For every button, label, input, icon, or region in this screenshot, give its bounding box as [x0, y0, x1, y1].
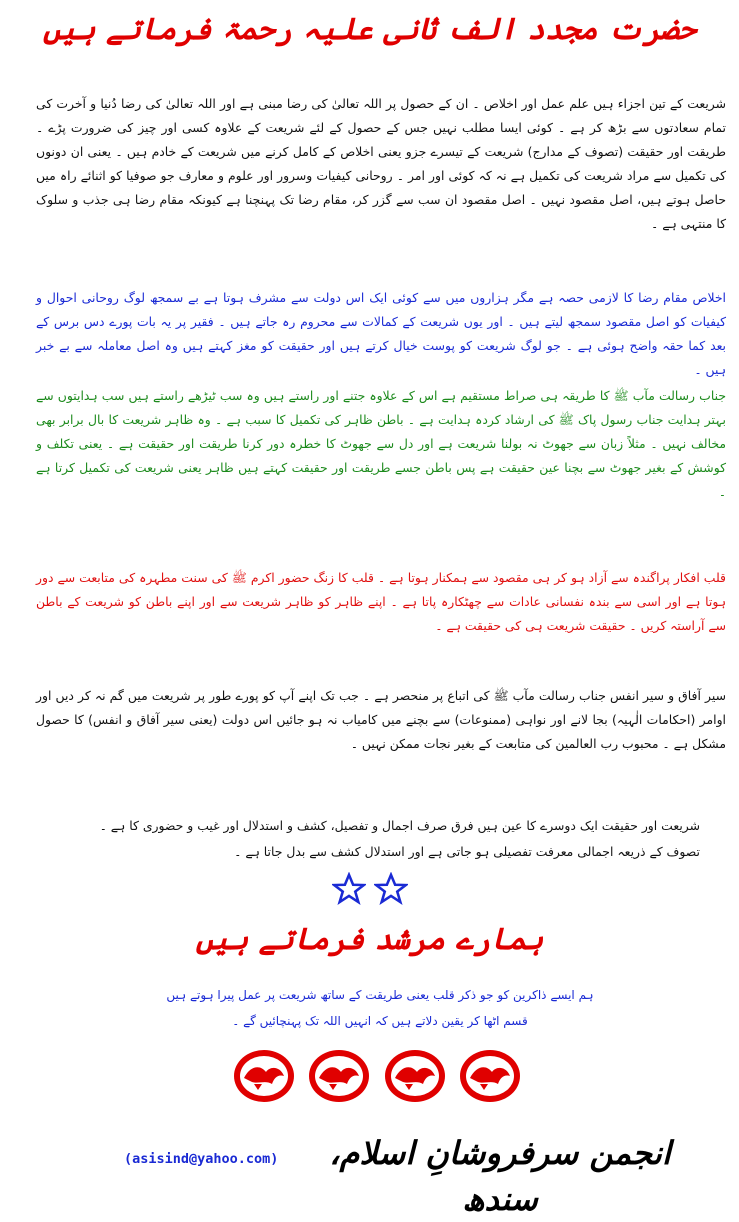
paragraph-shariat: شریعت کے تین اجزاء ہیں علم عمل اور اخلاص ۔ ان کے حصول پر اللہ تعالیٰ کی رضا مبنی ہے اور اللہ تعالیٰ کی رضا دُنیا و آخرت کی تمام سعادتوں سے بڑھ کر ہے ۔ کوئی ایسا مطلب نہیں جس کے حصول کے لئے شریعت کے علاوہ کسی اور چیز کی ضرورت پڑے ۔ طریقت اور حقیقت (تصوف کے مدارج) شریعت کے تیسرے جزو یعنی اخلاص کے کامل کرنے میں شریعت کے خادم ہیں ۔ یعنی ان دونوں کی تکمیل سے مراد شریعت کی تکمیل ہے نہ کہ کوئی اور امر ۔ روحانی کیفیات وسرور اور علوم و معارف جو صوفیا کو اثنائے راہ میں حاصل ہوتے ہیں، اصل مقصود نہیں ۔ اصل مقصود ان سب سے گزر کر، مقام رضا تک پہنچنا ہے کیونکہ مقام رضا ہی جذب و سلوک کا منتہی ہے ۔ [36, 96, 727, 231]
star-icon [374, 872, 408, 906]
paragraph-ain: شریعت اور حقیقت ایک دوسرے کا عین ہیں فرق صرف اجمال و تفصیل، کشف و استدلال اور غیب و حضوری کا ہے ۔ [99, 818, 700, 833]
murshid-saying-line-1: ہم ایسے ذاکرین کو جو ذکر قلب یعنی طریقت کے ساتھ شریعت پر عمل پیرا ہوتے ہیں [166, 988, 594, 1002]
organization-name: انجمن سرفروشانِ اسلام، سندھ [329, 1134, 671, 1218]
paragraph-qalb: قلب افکار پراگندہ سے آزاد ہو کر ہی مقصود سے ہمکنار ہوتا ہے ۔ قلب کا زنگ حضور اکرم ﷺ کی سنت مطہرہ کی متابعت سے دور ہوتا ہے اور اسی سے بندہ نفسانی عادات سے چھٹکارہ پاتا ہے ۔ اپنے ظاہر کو ظاہر شریعت سے اور اپنے باطن کو شریعت کے باطن سے آراستہ کریں ۔ حقیقت شریعت ہی کی حقیقت ہے ۔ [36, 570, 726, 633]
paragraph-tasawwuf: تصوف کے ذریعہ اجمالی معرفت تفصیلی ہو جاتی ہے اور استدلال کشف سے بدل جاتا ہے ۔ [234, 844, 700, 859]
page-title: حضرت مجدد الف ثانی علیہ رحمۃ فرماتے ہیں [42, 12, 697, 47]
paragraph-sair: سیر آفاق و سیر انفس جناب رسالت مآب ﷺ کی اتباع پر منحصر ہے ۔ جب تک اپنے آپ کو پورے طور پر شریعت میں گم نہ کر دیں اور اوامر (احکامات الٰہیہ) بجا لانے اور نواہی (ممنوعات) سے بچنے میں کامیاب نہ ہو جائیں اس دولت (یعنی سیر آفاق و انفس) کا حصول مشکل ہے ۔ محبوب رب العالمین کی متابعت کے بغیر نجات ممکن نہیں ۔ [36, 688, 726, 751]
emblem-icon [307, 1048, 371, 1104]
emblem-icon [232, 1048, 296, 1104]
email-link[interactable]: (asisind@yahoo.com) [124, 1151, 279, 1167]
emblem-icon [383, 1048, 447, 1104]
paragraph-ikhlas: اخلاص مقام رضا کا لازمی حصہ ہے مگر ہزاروں میں سے کوئی ایک اس دولت سے مشرف ہوتا ہے بے سمجھ لوگ روحانی احوال و کیفیات کو اصل مقصود سمجھ لیتے ہیں ۔ اور یوں شریعت کے کمالات سے محروم رہ جاتے ہیں ۔ فقیر پر یہ بات پورے دس برس کے بعد کما حقہ واضح ہوئی ہے ۔ جو لوگ شریعت کو پوست خیال کرتے ہیں اور حقیقت کو مغز کہتے ہیں وہ اصل معاملہ سے بے خبر ہیں ۔ [36, 290, 726, 377]
murshid-saying-line-2: قسم اٹھا کر یقین دلاتے ہیں کہ انہیں اللہ تک پہنچائیں گے ۔ [232, 1014, 528, 1028]
emblem-icon [458, 1048, 522, 1104]
murshid-heading: ہمارے مرشد فرماتے ہیں [195, 922, 544, 957]
star-icon [332, 872, 366, 906]
stars-divider [300, 872, 440, 912]
paragraph-sirat: جناب رسالت مآب ﷺ کا طریقہ ہی صراط مستقیم ہے اس کے علاوہ جتنے اور راستے ہیں وہ سب ٹیڑھے راستے ہیں سب ہدایتوں سے بہتر ہدایت جناب رسول پاک ﷺ کی ارشاد کردہ ہدایت ہے ۔ باطن ظاہر کی تکمیل کا سبب ہے ۔ وہ ظاہر شریعت کا بال برابر بھی مخالف نہیں ۔ مثلاً زبان سے جھوٹ نہ بولنا شریعت ہے اور دل سے جھوٹ کا خطرہ دور کرنا طریقت اور حقیقت ہے ۔ یعنی تکلف و کوشش کے بغیر جھوٹ سے بچنا عین حقیقت ہے پس باطن جسے طریقت اور حقیقت کہتے ہیں ظاہر یعنی شریعت کی تکمیل کرتا ہے ۔ [36, 388, 726, 499]
emblem-row [232, 1048, 522, 1104]
